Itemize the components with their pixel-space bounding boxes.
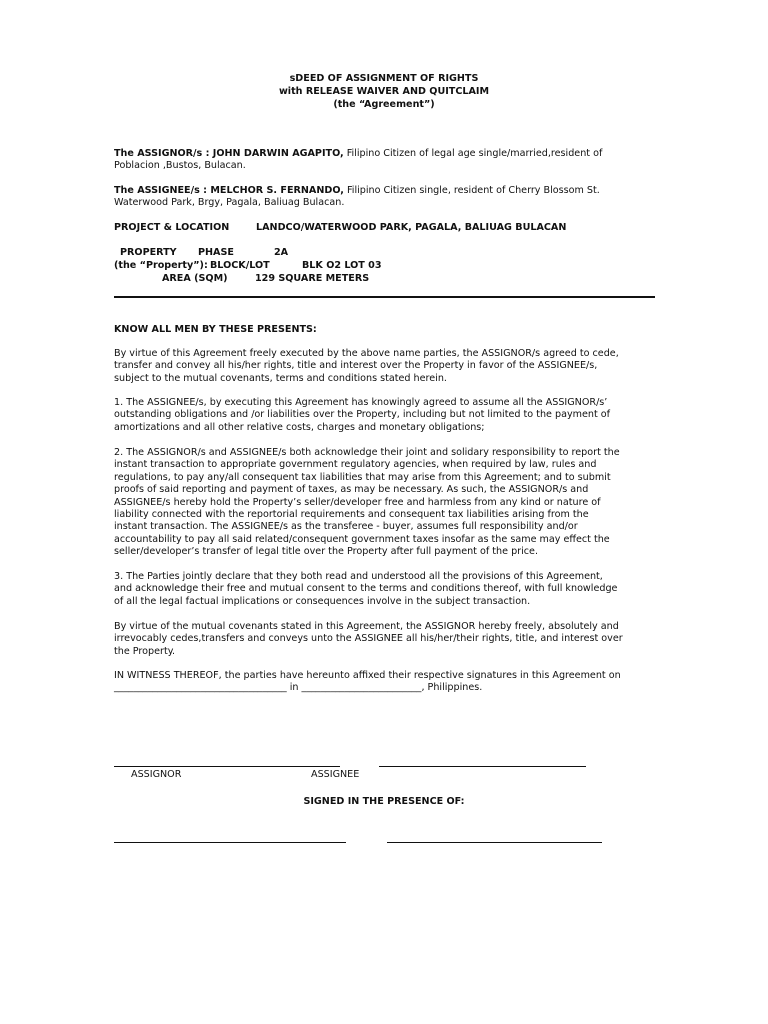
property-label: PROPERTY — [120, 247, 177, 258]
section-divider — [114, 296, 655, 298]
witness-line: IN WITNESS THEREOF, the parties have hereunto affixed their respective signatures in this Agreement on — [114, 670, 621, 681]
clause-2-line: instant transaction to appropriate government regulatory agencies, when required by law, rules and — [114, 459, 597, 471]
clause-2-line: proofs of said reporting and payment of taxes, as may be necessary. As such, the ASSIGNOR/s and — [114, 484, 589, 496]
clause-2-line: accountability to pay all said related/consequent government taxes insofar as the same may effect the — [114, 533, 610, 545]
clause-3-line: 3. The Parties jointly declare that they both read and understood all the provisions of this Agreement, — [114, 571, 603, 582]
virtue-line: By virtue of the mutual covenants stated in this Agreement, the ASSIGNOR hereby freely, absolutely and — [114, 621, 619, 632]
clause-3-paragraph — [114, 571, 654, 608]
witness-2-signature-line[interactable] — [387, 842, 602, 843]
witness-1-signature-line[interactable] — [114, 842, 346, 843]
block-lot-label: BLOCK/LOT — [210, 260, 270, 271]
clause-1-paragraph — [114, 397, 654, 434]
block-lot-value: BLK O2 LOT 03 — [302, 260, 382, 271]
phase-value: 2A — [274, 247, 289, 258]
assignor-text-1: Filipino Citizen of legal age single/married,resident of — [343, 148, 603, 159]
clause-2-line: seller/developer’s transfer of legal title over the Property after full payment of the price. — [114, 546, 539, 558]
clause-1-line: amortizations and all other relative costs, charges and monetary obligations; — [114, 421, 485, 433]
document-title-line-2: with RELEASE WAIVER AND QUITCLAIM — [278, 86, 490, 97]
intro-line: By virtue of this Agreement freely executed by the above name parties, the ASSIGNOR/s agreed to cede, — [114, 348, 619, 359]
signed-presence-heading: SIGNED IN THE PRESENCE OF: — [303, 796, 465, 807]
assignor-signature-label: ASSIGNOR — [131, 769, 182, 780]
assignor-section — [114, 148, 654, 173]
intro-paragraph — [114, 348, 654, 385]
witness-paragraph — [114, 670, 654, 695]
intro-line: transfer and convey all his/her rights, title and interest over the Property in favor of the ASSIGNEE/s, — [114, 360, 598, 372]
document-title-line-3: (the “Agreement”) — [333, 99, 435, 110]
clause-1-line: 1. The ASSIGNEE/s, by executing this Agreement has knowingly agreed to assume all the ASSIGNOR/s’ — [114, 397, 608, 408]
assignor-text-2: Poblacion ,Bustos, Bulacan. — [114, 160, 246, 172]
witness-date-place-line[interactable]: ____________________________________ in _________________________, Philippines. — [114, 682, 483, 694]
assignor-label: The ASSIGNOR/s : JOHN DARWIN AGAPITO, — [114, 148, 344, 159]
clause-2-line: instant transaction. The ASSIGNEE/s as the transferee - buyer, assumes full responsibility and/or — [114, 521, 578, 533]
know-all-heading: KNOW ALL MEN BY THESE PRESENTS: — [114, 324, 317, 335]
clause-3-line: and acknowledge their free and mutual consent to the terms and conditions thereof, with full knowledge — [114, 583, 618, 595]
area-value: 129 SQUARE METERS — [255, 273, 370, 284]
assignee-text-2: Waterwood Park, Brgy, Pagala, Baliuag Bulacan. — [114, 197, 345, 209]
clause-2-paragraph — [114, 447, 654, 559]
project-location-value: LANDCO/WATERWOOD PARK, PAGALA, BALIUAG BULACAN — [256, 222, 567, 233]
clause-2-line: liability connected with the reportorial requirements and consequent tax liabilities arising from the — [114, 509, 589, 521]
assignee-text-1: Filipino Citizen single, resident of Cherry Blossom St. — [343, 185, 600, 196]
clause-3-line: of all the legal factual implications or consequences involve in the subject transaction. — [114, 595, 531, 607]
clause-2-line: ASSIGNEE/s hereby hold the Property’s seller/developer free and harmless from any kind or nature of — [114, 496, 601, 508]
the-property-label: (the “Property”): — [114, 260, 208, 271]
document-title-line-1: sDEED OF ASSIGNMENT OF RIGHTS — [289, 73, 479, 84]
virtue-line: irrevocably cedes,transfers and conveys unto the ASSIGNEE all his/her/their rights, title, and interest over — [114, 633, 623, 645]
virtue-line: the Property. — [114, 645, 176, 657]
assignee-signature-line[interactable] — [379, 766, 586, 767]
intro-line: subject to the mutual covenants, terms and conditions stated herein. — [114, 372, 447, 384]
assignee-section — [114, 185, 654, 210]
clause-2-line: regulations, to pay any/all consequent tax liabilities that may arise from this Agreement; and to submit — [114, 471, 611, 483]
assignor-signature-line[interactable] — [114, 766, 340, 767]
assignee-signature-label: ASSIGNEE — [311, 769, 360, 780]
clause-2-line: 2. The ASSIGNOR/s and ASSIGNEE/s both acknowledge their joint and solidary responsibility to report the — [114, 447, 620, 458]
assignee-label: The ASSIGNEE/s : MELCHOR S. FERNANDO, — [114, 185, 344, 196]
phase-label: PHASE — [198, 247, 234, 258]
clause-1-line: outstanding obligations and /or liabilities over the Property, including but not limited to the payment of — [114, 409, 611, 421]
area-label: AREA (SQM) — [162, 273, 228, 284]
virtue-paragraph — [114, 621, 654, 658]
project-location-label: PROJECT & LOCATION — [114, 222, 230, 233]
